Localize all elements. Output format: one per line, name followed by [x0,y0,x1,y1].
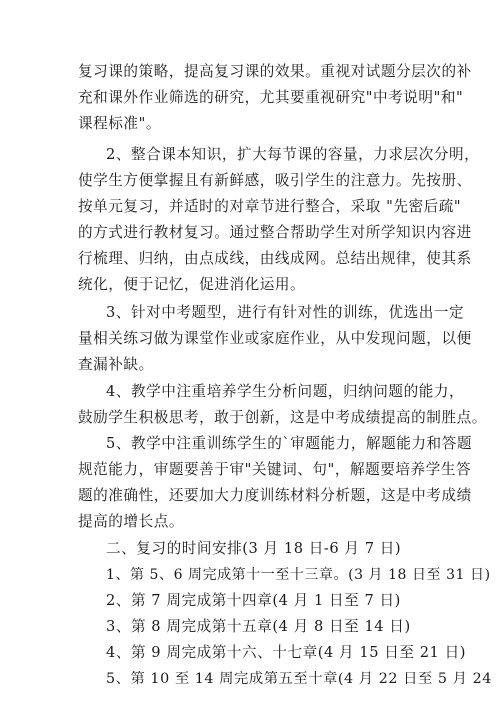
schedule-item: 3、第 8 周完成第十五章(4 月 8 日至 14 日) [106,618,411,635]
schedule-item: 1、第 5、6 周完成第十一至十三章。(3 月 18 日至 31 日) [106,567,491,583]
text-line: 复习课的策略，提高复习课的效果。重视对试题分层次的补 [78,63,472,80]
text-line: 课程标准"。 [78,115,161,132]
schedule-item: 2、第 7 周完成第十四章(4 月 1 日至 7 日) [106,592,401,609]
text-line: 查漏补缺。 [78,356,154,373]
text-line: 行梳理、归纳，由点成线，由线成网。总结出规律，使其系 [78,250,472,267]
text-line: 提高的增长点。 [78,513,185,530]
text-line: 规范能力，审题要善于审"关键词、句"，解题要培养学生答 [78,461,472,478]
text-line: 按单元复习，并适时的对章节进行整合，采取 "先密后疏" [78,198,462,215]
paragraph-4-first-line: 4、教学中注重培养学生分析问题，归纳问题的能力， [106,383,465,400]
text-line: 统化，便于记忆，促进消化运用。 [78,276,306,293]
paragraph-2-first-line: 2、整合课本知识，扩大每节课的容量，力求层次分明， [106,146,480,163]
text-line: 使学生方便掌握且有新鲜感，吸引学生的注意力。先按册、 [78,172,472,189]
text-line: 充和课外作业筛选的研究，尤其要重视研究"中考说明"和" [78,89,464,106]
text-line: 题的准确性，还要加大力度训练材料分析题，这是中考成绩 [78,487,472,504]
text-line: 的方式进行教材复习。通过整合帮助学生对所学知识内容进 [78,224,472,241]
section-heading-schedule: 二、复习的时间安排(3 月 18 日-6 月 7 日) [106,540,402,557]
schedule-item: 4、第 9 周完成第十六、十七章(4 月 15 日至 21 日) [106,644,466,661]
schedule-item: 5、第 10 至 14 周完成第五至十章(4 月 22 日至 5 月 24 [106,671,492,687]
paragraph-3-first-line: 3、针对中考题型，进行有针对性的训练，优选出一定 [106,304,465,321]
paragraph-5-first-line: 5、教学中注重训练学生的`审题能力，解题能力和答题 [106,435,472,452]
text-line: 量相关练习做为课堂作业或家庭作业，从中发现问题，以便 [78,330,472,347]
text-line: 鼓励学生积极思考，敢于创新，这是中考成绩提高的制胜点。 [78,409,487,426]
